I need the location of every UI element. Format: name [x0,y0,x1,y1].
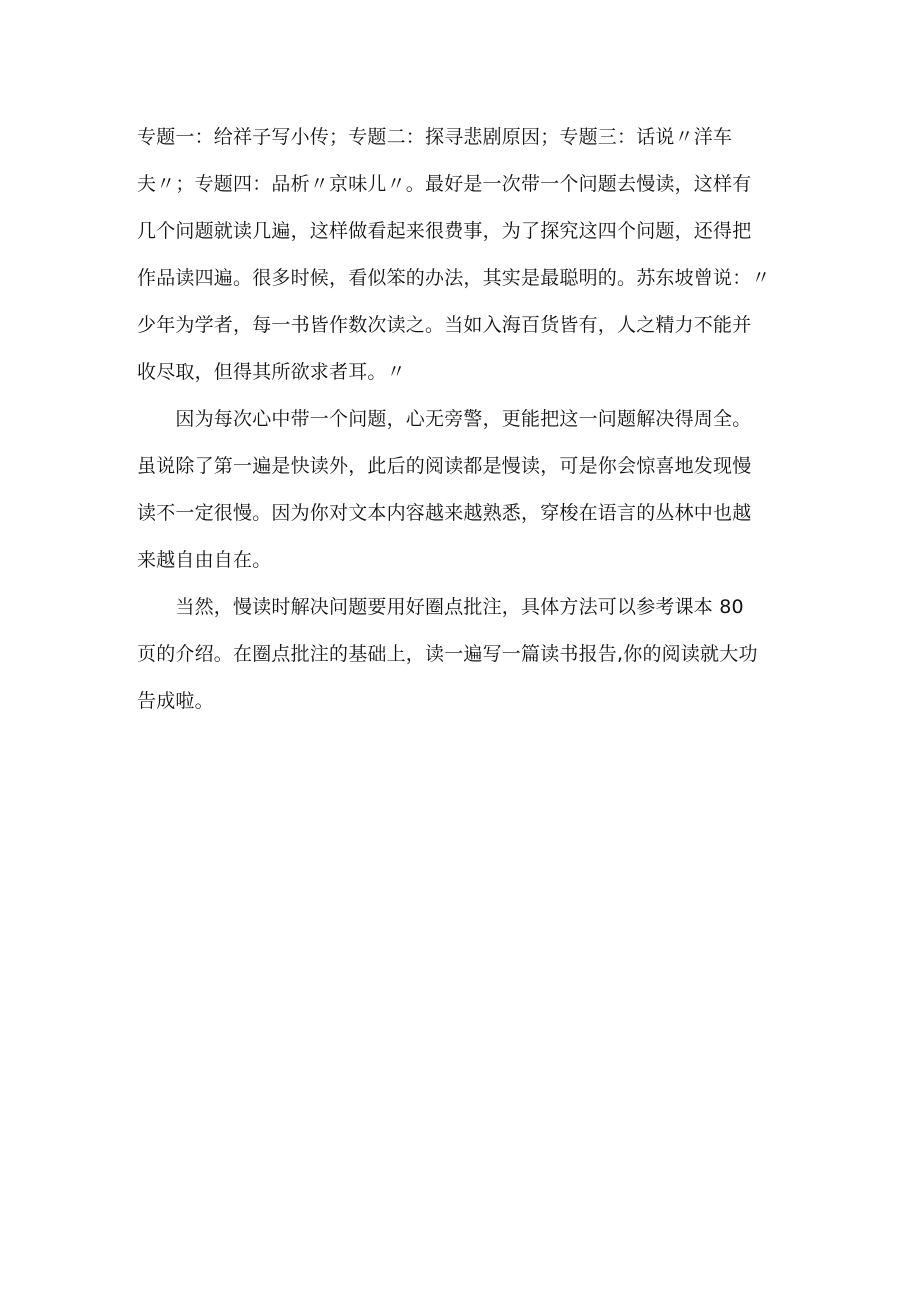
text-line: 收尽取，但得其所欲求者耳。〃 [137,361,406,383]
text-line: 虽说除了第一遍是快读外，此后的阅读都是慢读，可是你会惊喜地发现慢 [137,455,752,477]
text-line: 来越自由自在。 [137,549,272,571]
text-line: 读不一定很慢。因为你对文本内容越来越熟悉，穿梭在语言的丛林中也越 [137,502,752,524]
text-line: 少年为学者，每一书皆作数次读之。当如入海百货皆有，人之精力不能并 [137,314,752,336]
text-line: 当然，慢读时解决问题要用好圈点批注，具体方法可以参考课本 80 [137,596,744,618]
paragraph-2 [137,396,797,584]
paragraph-3 [137,584,797,725]
text-line: 页的介绍。在圈点批注的基础上，读一遍写一篇读书报告,你的阅读就大功 [137,643,758,665]
text-line: 几个问题就读几遍，这样做看起来很费事，为了探究这四个问题，还得把 [137,220,752,242]
text-line: 专题一：给祥子写小传；专题二：探寻悲剧原因；专题三：话说〃洋车 [137,126,733,148]
text-line: 夫〃；专题四：品析〃京味儿〃。最好是一次带一个问题去慢读，这样有 [137,173,752,195]
document-body [137,114,797,725]
paragraph-1 [137,114,797,396]
text-line: 作品读四遍。很多时候，看似笨的办法，其实是最聪明的。苏东坡曾说：〃 [137,267,771,289]
text-line: 因为每次心中带一个问题，心无旁警，更能把这一问题解决得周全。 [137,408,752,430]
text-line: 告成啦。 [137,690,214,712]
